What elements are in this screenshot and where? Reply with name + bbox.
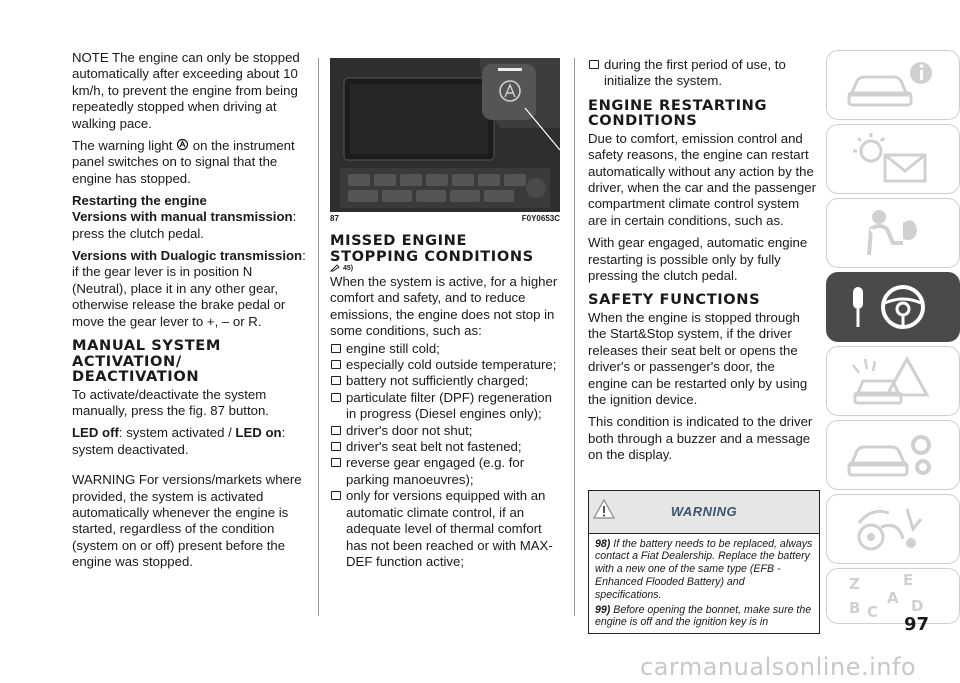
bullet-box-icon [331, 376, 341, 385]
restarting-paragraph-2: With gear engaged, automatic engine restarting is possible only by fully pressing the clutch pedal. [588, 235, 808, 284]
reference-note: 45) [330, 264, 560, 272]
engine-restarting-heading: ENGINE RESTARTING CONDITIONS [588, 96, 768, 130]
list-item: particulate filter (DPF) regeneration in progress (Diesel engines only); [330, 390, 560, 423]
warning-box [588, 490, 820, 635]
figure-caption [330, 214, 560, 223]
maintenance-tab[interactable] [826, 420, 960, 490]
dashboard-illustration [330, 58, 560, 212]
column-divider [574, 58, 575, 616]
list-item: reverse gear engaged (e.g. for parking manoeuvres); [330, 455, 560, 488]
car-info-icon [841, 55, 941, 115]
start-stop-warning-icon [176, 138, 189, 151]
starting-driving-tab[interactable] [826, 272, 960, 342]
column-3 [588, 57, 818, 634]
missed-intro-paragraph: When the system is active, for a higher comfort and safety, and to reduce emissions, the engine does not stop in some conditions, such as: [330, 274, 558, 339]
bullet-box-icon [331, 491, 341, 500]
safety-functions-heading: SAFETY FUNCTIONS [588, 291, 761, 309]
bullet-box-icon [331, 360, 341, 369]
warning-99: 99) Before opening the bonnet, make sure the engine is off and the ignition key is in [595, 603, 812, 629]
warning-98: 98) If the battery needs to be replaced, always contact a Fiat Dealership. Replace the battery with a new one of the same type (EFB - Enhanced Flooded Battery) and specifications. [595, 537, 813, 601]
bullet-box-icon [331, 344, 341, 353]
list-item: especially cold outside temperature; [330, 357, 560, 373]
watermark: carmanualsonline.info [640, 653, 917, 681]
reference-pencil-icon [330, 264, 340, 272]
list-item: battery not sufficiently charged; [330, 373, 560, 389]
car-info-tab[interactable] [826, 50, 960, 120]
warning-title: WARNING [670, 503, 738, 519]
svg-text:Z: Z [849, 575, 860, 593]
figure-87-dashboard-photo [330, 58, 560, 212]
safety-tab[interactable] [826, 198, 960, 268]
starting-driving-icon [841, 277, 941, 337]
technical-data-tab[interactable] [826, 494, 960, 564]
column-divider [318, 58, 319, 616]
emergency-icon [841, 351, 941, 411]
warning-paragraph: WARNING For versions/markets where provided, the system is activated automatically whenever the engine is started, regardless of the condition (system on or off) present before the engine was stopped. [72, 472, 302, 570]
manual-system-paragraph: To activate/deactivate the system manually, press the fig. 87 button. [72, 386, 269, 418]
bullet-box-icon [331, 426, 341, 435]
note-paragraph: NOTE The engine can only be stopped automatically after exceeding about 10 km/h, to prevent the engine from being repeatedly stopped when driving at walking pace. [72, 50, 300, 131]
svg-text:C: C [867, 603, 879, 621]
warning-box-body [589, 534, 819, 634]
column-2 [330, 50, 560, 570]
svg-text:D: D [911, 597, 924, 615]
figure-number: 87 [330, 214, 339, 223]
safety-paragraph-1: When the engine is stopped through the Start&Stop system, if the driver releases their seat belt or opens the driver's or passenger's door, the engine can be restarted only by using the ignition device. [588, 309, 808, 407]
list-item: driver's seat belt not fastened; [330, 439, 560, 455]
bullet-box-icon [331, 442, 341, 451]
column-1 [72, 50, 308, 577]
maintenance-icon [841, 425, 941, 485]
warning-box-header [589, 491, 819, 534]
page-number: 97 [904, 614, 930, 635]
bullet-box-icon [331, 393, 341, 402]
svg-text:E: E [903, 571, 914, 589]
warning-lights-tab[interactable] [826, 124, 960, 194]
manual-system-heading: MANUAL SYSTEM ACTIVATION/ DEACTIVATION [72, 337, 221, 386]
restarting-heading: Restarting the engine [72, 193, 207, 209]
bullet-box-icon [589, 60, 599, 69]
restarting-paragraph-1: Due to comfort, emission control and safety reasons, the engine can restart automatically without any action by the driver, when the car and the passenger compartment climate control system are in certain conditions, such as. [588, 130, 816, 228]
list-item: during the first period of use, to initialize the system. [588, 57, 818, 90]
bullet-box-icon [331, 458, 341, 467]
missed-stopping-heading: MISSED ENGINE STOPPING CONDITIONS [330, 232, 534, 265]
list-item: engine still cold; [330, 341, 560, 357]
list-item: driver's door not shut; [330, 423, 560, 439]
dualogic-paragraph: Versions with Dualogic transmission: if the gear lever is in position N (Neutral), place it in any other gear, otherwise release the brake pedal or move the gear lever to +, – or R. [72, 248, 306, 329]
figure-code: F0Y0653C [521, 214, 560, 223]
emergency-tab[interactable] [826, 346, 960, 416]
technical-data-icon [841, 499, 941, 559]
safety-paragraph-2: This condition is indicated to the driver both through a buzzer and a message on the display. [588, 414, 813, 463]
list-item: only for versions equipped with an automatic climate control, if an adequate level of thermal comfort has not been reached or with MAX-DEF function active; [330, 488, 560, 570]
warning-lights-icon [841, 129, 941, 189]
index-tab[interactable] [826, 568, 960, 624]
svg-text:A: A [887, 589, 899, 607]
safety-icon [841, 203, 941, 263]
warning-light-paragraph: The warning light on the instrument panel switches on to signal that the engine has stopped. [72, 138, 295, 186]
svg-text:B: B [849, 599, 861, 617]
manual-transmission-paragraph: Versions with manual transmission: press the clutch pedal. [72, 209, 297, 241]
led-paragraph: LED off: system activated / LED on: system deactivated. [72, 425, 286, 457]
